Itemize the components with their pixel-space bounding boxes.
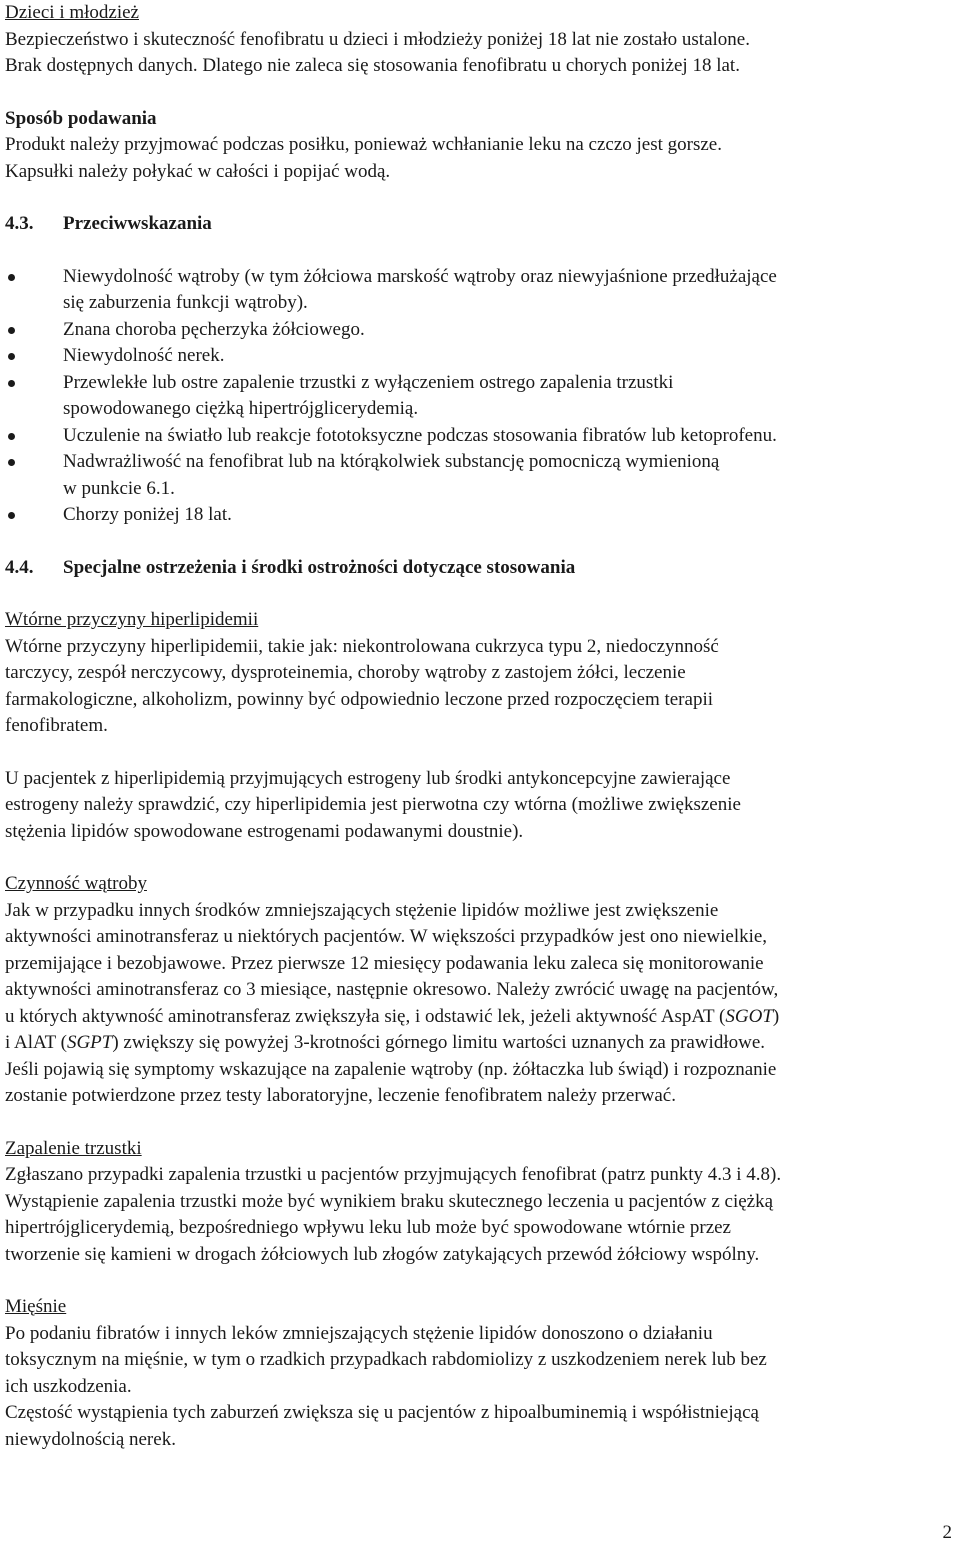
section-4-3-heading	[5, 211, 955, 238]
italic-abbrev: SGPT	[66, 1032, 113, 1053]
muscles-line: toksycznym na mięśnie, w tym o rzadkich przypadkach rabdomiolizy z uszkodzeniem nerek lub bez	[5, 1349, 767, 1370]
list-item-line: Przewlekłe lub ostre zapalenie trzustki z wyłączeniem ostrego zapalenia trzustki	[63, 371, 674, 393]
muscles-line: niewydolnością nerek.	[5, 1428, 176, 1450]
list-item-line: Nadwrażliwość na fenofibrat lub na którąkolwiek substancję pomocniczą wymienioną	[63, 451, 720, 472]
pancreatitis-line: tworzenie się kamieni w drogach żółciowych lub złogów zatykających przewód żółciowy wspólny.	[5, 1243, 760, 1265]
contraindications-list	[5, 264, 955, 529]
secondary-line: tarczycy, zespół nerczycowy, dysproteinemia, choroby wątroby z zastojem żółci, leczenie	[5, 662, 686, 683]
liver-line	[5, 1030, 955, 1057]
list-item	[5, 343, 955, 370]
pancreatitis-line: hipertrójglicerydemią, bezpośredniego wpływu leku lub może być spowodowane wtórnie przez	[5, 1217, 731, 1238]
list-item	[5, 449, 955, 502]
document-page	[5, 0, 955, 1453]
secondary-line: U pacjentek z hiperlipidemią przyjmujących estrogeny lub środki antykoncepcyjne zawierające	[5, 767, 731, 789]
list-item-line: Niewydolność nerek.	[63, 345, 225, 366]
list-item	[5, 423, 955, 450]
administration-heading: Sposób podawania	[5, 107, 157, 129]
section-title: Specjalne ostrzeżenia i środki ostrożności dotyczące stosowania	[63, 556, 576, 578]
children-line: Bezpieczeństwo i skuteczność fenofibratu u dzieci i młodzieży poniżej 18 lat nie zostało ustalone.	[5, 28, 750, 50]
liver-line: aktywności aminotransferaz co 3 miesiące, następnie okresowo. Należy zwrócić uwagę na pacjentów,	[5, 979, 779, 1000]
text-span: i AlAT (	[5, 1032, 67, 1053]
text-span: ) zwiększy się powyżej 3-krotności górnego limitu wartości uznanych za prawidłowe.	[112, 1032, 766, 1053]
liver-line: Jak w przypadku innych środków zmniejszających stężenie lipidów możliwe jest zwiększenie	[5, 899, 719, 921]
page-number: 2	[942, 1522, 952, 1543]
list-item	[5, 370, 955, 423]
secondary-line: farmakologiczne, alkoholizm, powinny być odpowiednio leczone przed rozpoczęciem terapii	[5, 688, 714, 710]
children-heading: Dzieci i młodzież	[5, 2, 139, 23]
list-item	[5, 502, 955, 529]
list-item-line: Chorzy poniżej 18 lat.	[63, 504, 232, 525]
list-item-line: się zaburzenia funkcji wątroby).	[63, 292, 308, 313]
list-item-line: Znana choroba pęcherzyka żółciowego.	[63, 318, 365, 340]
section-title: Przeciwwskazania	[63, 213, 212, 234]
secondary-line: fenofibratem.	[5, 715, 108, 736]
liver-line: Jeśli pojawią się symptomy wskazujące na zapalenie wątroby (np. żółtaczka lub świąd) i rozpoznanie	[5, 1058, 777, 1080]
muscles-line: ich uszkodzenia.	[5, 1375, 132, 1397]
liver-line: przemijające i bezobjawowe. Przez pierwsze 12 miesięcy podawania leku zaleca się monitorowanie	[5, 952, 764, 974]
liver-line: zostanie potwierdzone przez testy laboratoryjne, leczenie fenofibratem należy przerwać.	[5, 1085, 676, 1106]
pancreatitis-heading: Zapalenie trzustki	[5, 1137, 142, 1159]
list-item-line: Niewydolność wątroby (w tym żółciowa marskość wątroby oraz niewyjaśnione przedłużające	[63, 265, 777, 287]
muscles-heading: Mięśnie	[5, 1296, 67, 1317]
italic-abbrev: SGOT	[725, 1005, 773, 1027]
muscles-line: Częstość wystąpienia tych zaburzeń zwiększa się u pacjentów z hipoalbuminemią i współistniejącą	[5, 1402, 759, 1423]
children-line: Brak dostępnych danych. Dlatego nie zaleca się stosowania fenofibratu u chorych poniżej 18 lat.	[5, 55, 740, 76]
secondary-line: Wtórne przyczyny hiperlipidemii, takie jak: niekontrolowana cukrzyca typu 2, niedoczynność	[5, 635, 719, 657]
section-4-4-heading	[5, 555, 955, 582]
text-span: )	[772, 1005, 780, 1027]
secondary-line: estrogeny należy sprawdzić, czy hiperlipidemia jest pierwotna czy wtórna (możliwe zwiększenie	[5, 794, 741, 815]
administration-line: Produkt należy przyjmować podczas posiłku, ponieważ wchłanianie leku na czczo jest gorsze.	[5, 134, 722, 155]
pancreatitis-line: Wystąpienie zapalenia trzustki może być wynikiem braku skutecznego leczenia u pacjentów z ciężką	[5, 1190, 774, 1212]
list-item-line: Uczulenie na światło lub reakcje fototoksyczne podczas stosowania fibratów lub ketoprofenu.	[63, 424, 777, 446]
liver-line	[5, 1004, 955, 1031]
list-item-line: w punkcie 6.1.	[63, 477, 175, 499]
list-item	[5, 317, 955, 344]
liver-heading: Czynność wątroby	[5, 873, 147, 894]
list-item-line: spowodowanego ciężką hipertrójglicerydemią.	[63, 398, 419, 419]
list-item	[5, 264, 955, 317]
liver-line: aktywności aminotransferaz u niektórych pacjentów. W większości przypadków jest ono niewielkie,	[5, 926, 768, 947]
administration-line: Kapsułki należy połykać w całości i popijać wodą.	[5, 160, 391, 182]
section-number: 4.4.	[5, 556, 34, 578]
section-number: 4.3.	[5, 213, 34, 234]
text-span: u których aktywność aminotransferaz zwiększyła się, i odstawić lek, jeżeli aktywność AspAT (	[5, 1005, 726, 1027]
secondary-line: stężenia lipidów spowodowane estrogenami podawanymi doustnie).	[5, 820, 524, 842]
secondary-heading: Wtórne przyczyny hiperlipidemii	[5, 609, 259, 630]
pancreatitis-line: Zgłaszano przypadki zapalenia trzustki u pacjentów przyjmujących fenofibrat (patrz punkty 4.3 i 4.8).	[5, 1164, 782, 1185]
muscles-line: Po podaniu fibratów i innych leków zmniejszających stężenie lipidów donoszono o działaniu	[5, 1322, 713, 1344]
